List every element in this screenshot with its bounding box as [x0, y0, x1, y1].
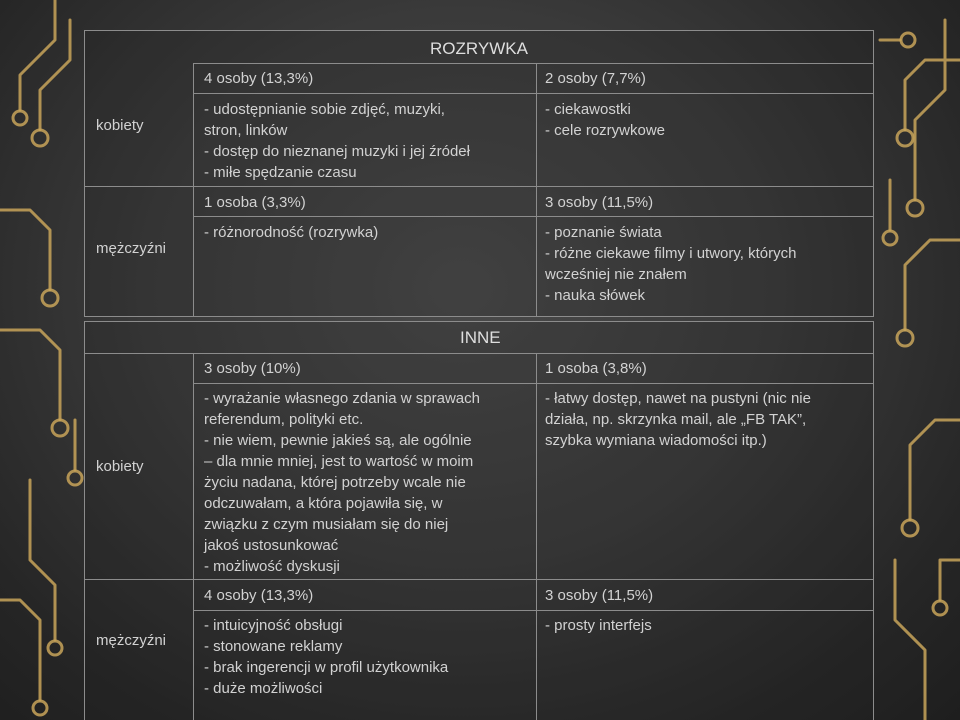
text-women-a: - udostępnianie sobie zdjęć, muzyki, stron, linków - dostęp do nieznanej muzyki i jej źródeł - miłe spędzanie czasu [204, 101, 470, 181]
count-women-b: 2 osoby (7,7%) [545, 70, 646, 87]
text-women-a: - wyrażanie własnego zdania w sprawach referendum, polityki etc. - nie wiem, pewnie jakieś są, ale ogólnie – dla mnie mniej, jest to wartość w moim życiu nadana, której potrzeby wcale nie odczuwałam, a która pojawiła się, w związku z czym musiałam się do niej jakoś ustosunkować - możliwość dyskusji [204, 390, 480, 575]
row-label-men: mężczyźni [96, 632, 167, 649]
count-men-b: 3 osoby (11,5%) [545, 587, 654, 604]
count-women-a: 3 osoby (10%) [204, 360, 301, 377]
row-divider [85, 353, 873, 354]
count-men-b: 3 osoby (11,5%) [545, 194, 654, 211]
row-divider [193, 63, 873, 64]
text-men-a: - różnorodność (rozrywka) [204, 224, 379, 241]
column-divider [536, 63, 537, 316]
text-men-b: - poznanie świata - różne ciekawe filmy i utwory, których wcześniej nie znałem - nauka słówek [545, 224, 797, 304]
column-divider [536, 353, 537, 720]
row-divider [85, 186, 873, 187]
section-title-inne: INNE [460, 328, 501, 347]
row-divider [193, 610, 873, 611]
row-divider [193, 383, 873, 384]
row-divider [193, 93, 873, 94]
text-women-b: - łatwy dostęp, nawet na pustyni (nic nie działa, np. skrzynka mail, ale „FB TAK”, szybka wymiana wiadomości itp.) [545, 390, 811, 449]
text-women-b: - ciekawostki - cele rozrywkowe [545, 101, 666, 139]
count-men-a: 1 osoba (3,3%) [204, 194, 306, 211]
row-label-women: kobiety [96, 117, 144, 134]
column-divider [193, 63, 194, 316]
row-divider [85, 579, 873, 580]
row-label-women: kobiety [96, 458, 144, 475]
row-divider [193, 216, 873, 217]
count-men-a: 4 osoby (13,3%) [204, 587, 314, 604]
column-divider [193, 353, 194, 720]
count-women-a: 4 osoby (13,3%) [204, 70, 314, 87]
text-men-b: - prosty interfejs [545, 617, 652, 634]
count-women-b: 1 osoba (3,8%) [545, 360, 647, 377]
row-label-men: mężczyźni [96, 240, 167, 257]
section-title-rozrywka: ROZRYWKA [430, 39, 528, 58]
text-men-a: - intuicyjność obsługi - stonowane reklamy - brak ingerencji w profil użytkownika - duże możliwości [204, 617, 449, 697]
